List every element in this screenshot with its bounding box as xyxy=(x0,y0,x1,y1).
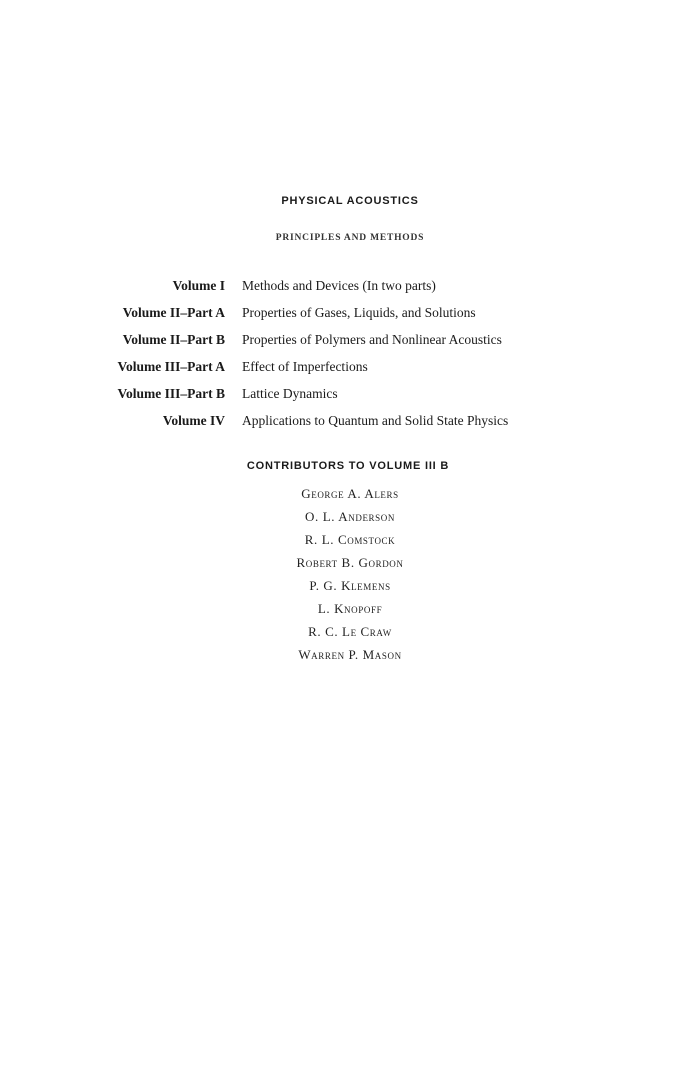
volume-row xyxy=(0,357,700,377)
volume-label: Volume IV xyxy=(162,413,225,428)
contributor-name: Robert B. Gordon xyxy=(296,555,404,570)
volume-label: Volume II–Part B xyxy=(122,332,225,347)
series-title: PHYSICAL ACOUSTICS xyxy=(281,195,419,207)
contributors-heading xyxy=(0,460,700,472)
volume-title: Methods and Devices (In two parts) xyxy=(242,278,436,293)
volume-row xyxy=(0,303,700,323)
volume-title: Properties of Polymers and Nonlinear Acoustics xyxy=(242,332,502,347)
volume-row xyxy=(0,384,700,404)
volume-title: Applications to Quantum and Solid State Physics xyxy=(242,413,509,428)
contributor-name: Warren P. Mason xyxy=(298,647,402,662)
volume-label: Volume I xyxy=(172,278,225,293)
volume-label: Volume II–Part A xyxy=(122,305,225,320)
contributor-name: O. L. Anderson xyxy=(305,509,395,524)
contributor-name: George A. Alers xyxy=(301,486,399,501)
contributors-heading-text: CONTRIBUTORS TO VOLUME III B xyxy=(246,460,450,472)
volume-row xyxy=(0,411,700,431)
contributor-name: P. G. Klemens xyxy=(309,578,391,593)
volume-title: Effect of Imperfections xyxy=(242,359,368,374)
contributor-name: R. C. Le Craw xyxy=(308,624,392,639)
volume-label: Volume III–Part B xyxy=(117,386,225,401)
series-subtitle: PRINCIPLES AND METHODS xyxy=(275,233,425,243)
volume-title: Lattice Dynamics xyxy=(242,386,338,401)
contributor-name: R. L. Comstock xyxy=(304,532,396,547)
volume-title: Properties of Gases, Liquids, and Solutions xyxy=(242,305,476,320)
volume-row xyxy=(0,330,700,350)
contributor-name: L. Knopoff xyxy=(317,601,383,616)
volume-label: Volume III–Part A xyxy=(117,359,225,374)
volume-row xyxy=(0,276,700,296)
